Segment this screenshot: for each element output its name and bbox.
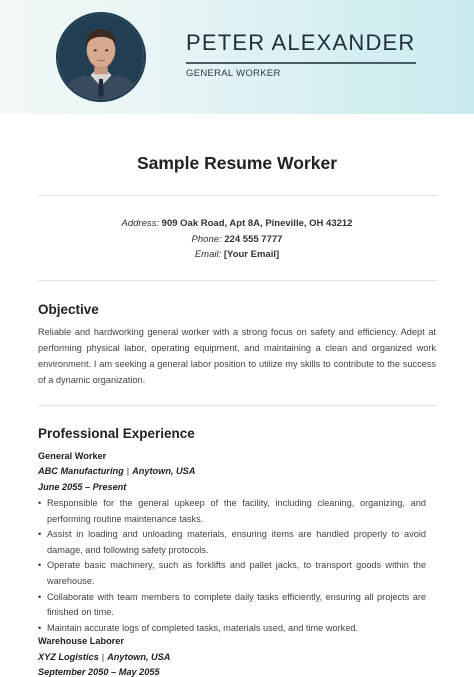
email-label: Email: (194, 249, 222, 260)
company-separator: | (126, 466, 130, 476)
document-title: Sample Resume Worker (136, 153, 338, 173)
name-divider (186, 62, 416, 64)
job-responsibilities (38, 496, 426, 636)
company-separator: | (101, 652, 105, 662)
phone-value: 224 555 7777 (224, 234, 283, 245)
job-company: XYZ Logistics (38, 652, 99, 662)
email-value: [Your Email] (223, 249, 280, 260)
job-dates: September 2050 – May 2055 (38, 667, 160, 677)
job-location: Anytown, USA (132, 466, 196, 476)
contact-phone (0, 234, 474, 245)
job-company-line (38, 466, 195, 476)
address-value: 909 Oak Road, Apt 8A, Pineville, OH 43212 (161, 218, 353, 229)
job-title: General Worker (38, 451, 107, 461)
job-company-line (38, 652, 170, 662)
divider (38, 280, 437, 281)
list-item: • Responsible for the general upkeep of the facility, including cleaning, organizing, and performing routine maintenance tasks. (38, 496, 426, 527)
list-item: • Collaborate with team members to complete daily tasks efficiently, ensuring all projects are finished on time. (38, 590, 426, 621)
resume-header (0, 0, 474, 114)
objective-heading: Objective (38, 302, 99, 317)
objective-text: Reliable and hardworking general worker with a strong focus on safety and efficiency. Adept at performing physical labor, operating equipment, and maintaining a clean and organized work environment. I am seeking a general labor position to utilize my skills to contribute to the success of a dynamic organization. (38, 327, 436, 385)
contact-email (0, 249, 474, 260)
list-item: • Operate basic machinery, such as forklifts and pallet jacks, to transport goods within the warehouse. (38, 558, 426, 589)
experience-heading: Professional Experience (38, 426, 195, 441)
profile-photo (56, 12, 146, 102)
phone-label: Phone: (191, 234, 222, 245)
contact-address (0, 218, 474, 229)
list-item: • Maintain accurate logs of completed tasks, materials used, and time worked. (38, 621, 426, 637)
job-company: ABC Manufacturing (38, 466, 124, 476)
job-dates: June 2055 – Present (38, 482, 127, 492)
divider (38, 195, 437, 196)
address-label: Address: (121, 218, 160, 229)
divider (38, 405, 437, 406)
candidate-name: PETER ALEXANDER (186, 30, 416, 55)
candidate-role: GENERAL WORKER (186, 68, 281, 79)
job-title: Warehouse Laborer (38, 636, 124, 646)
profile-photo-image (58, 14, 144, 100)
list-item: • Assist in loading and unloading materials, ensuring items are handled properly to avoid damage, and following safety protocols. (38, 527, 426, 558)
job-location: Anytown, USA (107, 652, 171, 662)
